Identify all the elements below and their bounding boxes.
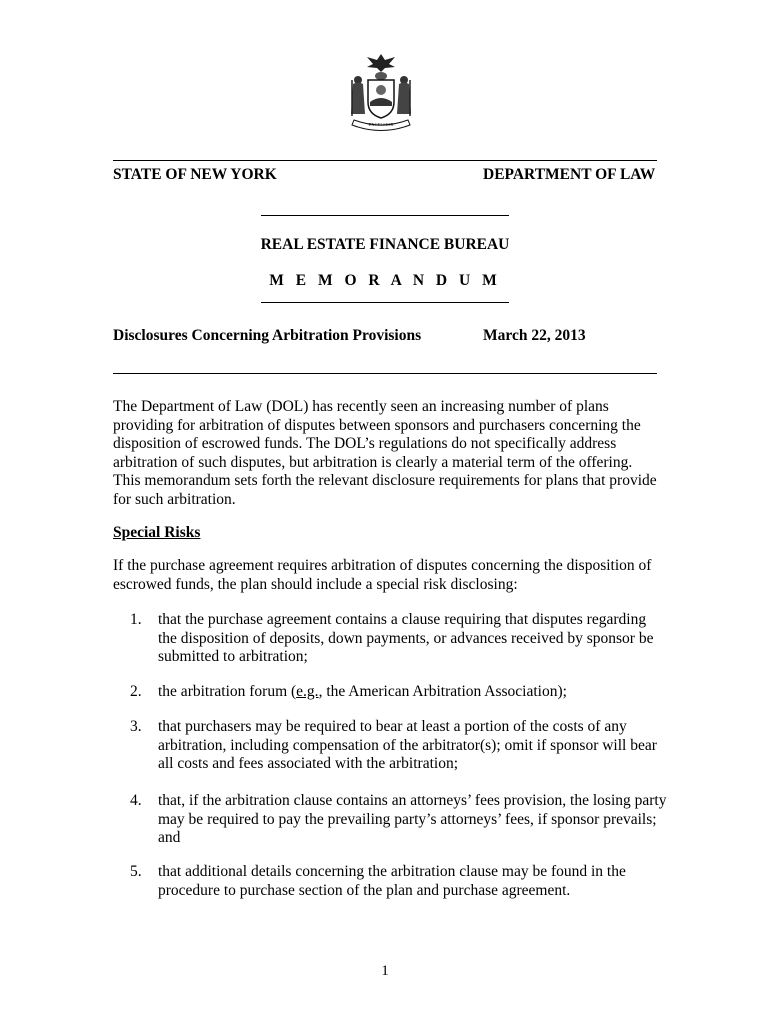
memo-date: March 22, 2013: [483, 327, 586, 344]
list-item-text-pre: the arbitration forum (: [158, 683, 297, 700]
eg-abbreviation: e.g.: [296, 683, 319, 700]
list-item-text: that the purchase agreement contains a clause requiring that disputes regarding the disposition of deposits, down payments, or advances received by sponsor be submitted to arbitration;: [158, 611, 654, 666]
list-item-text: that additional details concerning the arbitration clause may be found in the procedure to purchase section of the plan and purchase agreement.: [158, 863, 626, 899]
list-item-number: 4.: [130, 792, 142, 809]
bureau-title: REAL ESTATE FINANCE BUREAU: [260, 236, 510, 253]
new-york-state-seal: [340, 50, 422, 136]
list-item-text: [158, 683, 668, 702]
memorandum-title: M E M O R A N D U M: [269, 272, 501, 289]
subject-bottom-rule: [113, 373, 657, 374]
list-item-number: 1.: [130, 611, 142, 628]
intro-paragraph: The Department of Law (DOL) has recently seen an increasing number of plans providing for arbitration of disputes between sponsors and purchasers concerning the disposition of escrowed funds. The DOL’s regulations do not specifically address arbitration of such disputes, but arbitration is clearly a material term of the offering. This memorandum sets forth the relevant disclosure requirements for plans that provide for such arbitration.: [113, 398, 657, 508]
memo-subject: Disclosures Concerning Arbitration Provisions: [113, 327, 422, 344]
bureau-top-rule: [261, 215, 509, 216]
list-item-number: 5.: [130, 863, 142, 880]
section-heading: Special Risks: [113, 524, 201, 541]
page-number: 1: [381, 963, 389, 979]
section-lead: If the purchase agreement requires arbitration of disputes concerning the disposition of escrowed funds, the plan should include a special risk disclosing:: [113, 557, 652, 593]
header-top-rule: [113, 160, 657, 161]
department-heading: DEPARTMENT OF LAW: [483, 166, 656, 183]
list-item-text-post: , the American Arbitration Association);: [318, 683, 567, 700]
list-item-number: 3.: [130, 718, 142, 735]
list-item-text: that, if the arbitration clause contains an attorneys’ fees provision, the losing party may be required to pay the prevailing party’s attorneys’ fees, if sponsor prevails; and: [158, 792, 667, 847]
svg-text:EXCELSIOR: EXCELSIOR: [368, 122, 394, 127]
bureau-bottom-rule: [261, 302, 509, 303]
list-item-number: 2.: [130, 683, 142, 700]
list-item-text: that purchasers may be required to bear at least a portion of the costs of any arbitration, including compensation of the arbitrator(s); omit if sponsor will bear all costs and fees associated with the arbitration;: [158, 718, 657, 773]
state-heading: STATE OF NEW YORK: [113, 166, 277, 183]
